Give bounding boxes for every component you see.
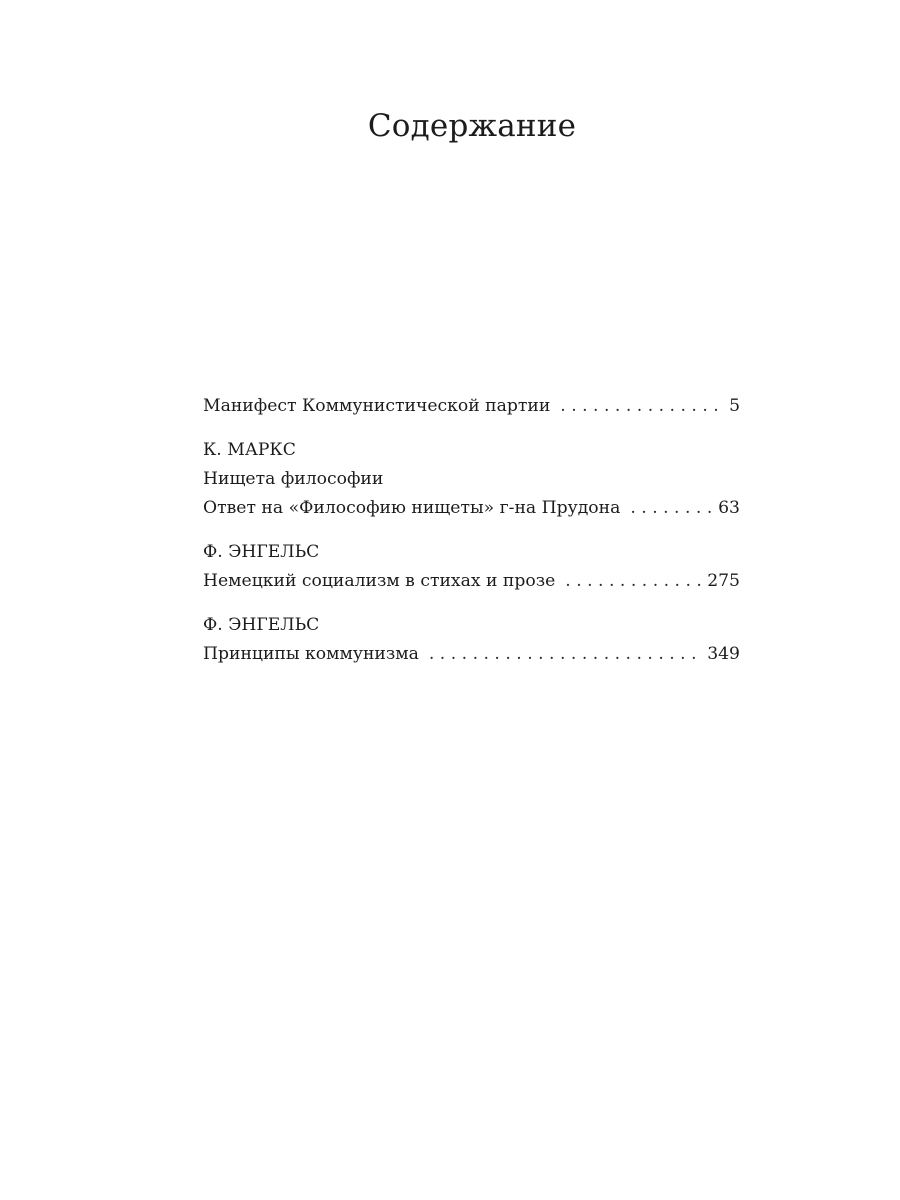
- toc-entry-line[interactable]: [203, 640, 740, 669]
- toc-page-number: 63: [718, 498, 740, 518]
- toc-entry-author: Ф. ЭНГЕЛЬС: [203, 615, 320, 635]
- toc-entry-manifesto: [203, 392, 740, 421]
- dot-leader: [565, 567, 701, 596]
- table-of-contents: [203, 392, 740, 684]
- toc-entry-line[interactable]: [203, 392, 740, 421]
- toc-page-number: 5: [729, 396, 740, 416]
- toc-entry-author: Ф. ЭНГЕЛЬС: [203, 542, 320, 562]
- toc-entry-title: Манифест Коммунистической партии: [203, 396, 551, 416]
- toc-entry-title: Принципы коммунизма: [203, 644, 419, 664]
- toc-entry-german-socialism: [203, 538, 740, 596]
- toc-entry-title: Ответ на «Философию нищеты» г-на Прудона: [203, 498, 621, 518]
- toc-entry-line[interactable]: [203, 494, 740, 523]
- toc-entry-author: К. МАРКС: [203, 440, 296, 460]
- dot-leader: [560, 392, 723, 421]
- toc-entry-principles-of-communism: [203, 611, 740, 669]
- toc-entry-line[interactable]: [203, 567, 740, 596]
- dot-leader: [429, 640, 701, 669]
- page-title: Содержание: [367, 108, 577, 144]
- toc-page-number: 275: [707, 571, 740, 591]
- toc-entry-poverty-of-philosophy: [203, 436, 740, 523]
- toc-entry-title: Немецкий социализм в стихах и прозе: [203, 571, 556, 591]
- toc-page-number: 349: [707, 644, 740, 664]
- toc-entry-subtitle: Нищета философии: [203, 469, 384, 489]
- dot-leader: [630, 494, 712, 523]
